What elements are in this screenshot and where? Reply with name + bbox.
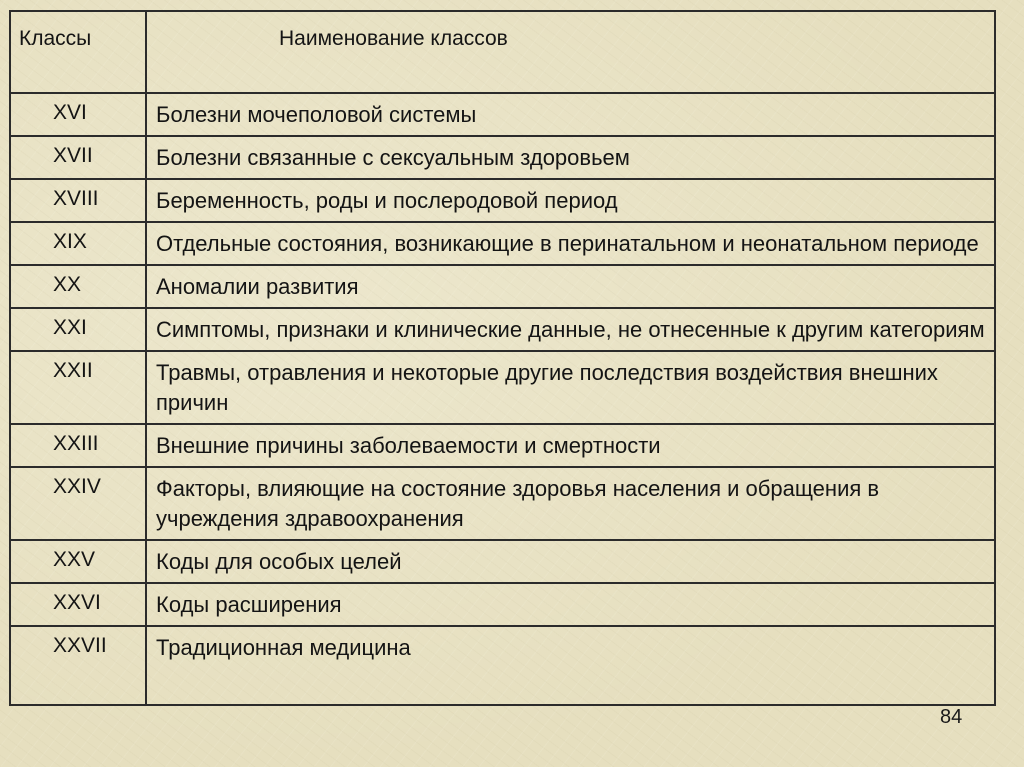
table-row bbox=[10, 583, 995, 626]
table-row bbox=[10, 136, 995, 179]
class-number: XX bbox=[10, 265, 146, 308]
class-number: XXVII bbox=[10, 626, 146, 705]
table-row bbox=[10, 424, 995, 467]
class-name: Болезни связанные с сексуальным здоровьем bbox=[146, 136, 995, 179]
page-number: 84 bbox=[940, 706, 963, 728]
table-row bbox=[10, 308, 995, 351]
class-name: Коды расширения bbox=[146, 583, 995, 626]
header-classes: Классы bbox=[10, 11, 146, 93]
classes-table bbox=[9, 10, 996, 706]
class-number: XXVI bbox=[10, 583, 146, 626]
class-name: Болезни мочеполовой системы bbox=[146, 93, 995, 136]
class-name: Аномалии развития bbox=[146, 265, 995, 308]
table-row bbox=[10, 467, 995, 540]
table-row bbox=[10, 351, 995, 424]
table-row bbox=[10, 626, 995, 705]
table-header-row bbox=[10, 11, 995, 93]
class-number: XVII bbox=[10, 136, 146, 179]
class-number: XXI bbox=[10, 308, 146, 351]
table-row bbox=[10, 222, 995, 265]
class-number: XXV bbox=[10, 540, 146, 583]
table-row bbox=[10, 540, 995, 583]
class-name: Беременность, роды и послеродовой период bbox=[146, 179, 995, 222]
class-name: Отдельные состояния, возникающие в перинатальном и неонатальном периоде bbox=[146, 222, 995, 265]
class-name: Факторы, влияющие на состояние здоровья населения и обращения в учреждения здравоохранения bbox=[146, 467, 995, 540]
header-class-names: Наименование классов bbox=[146, 11, 995, 93]
table-row bbox=[10, 179, 995, 222]
class-number: XXII bbox=[10, 351, 146, 424]
class-name: Травмы, отравления и некоторые другие последствия воздействия внешних причин bbox=[146, 351, 995, 424]
class-number: XIX bbox=[10, 222, 146, 265]
table-row bbox=[10, 93, 995, 136]
class-name: Коды для особых целей bbox=[146, 540, 995, 583]
table-row bbox=[10, 265, 995, 308]
class-name: Традиционная медицина bbox=[146, 626, 995, 705]
class-number: XVI bbox=[10, 93, 146, 136]
class-number: XVIII bbox=[10, 179, 146, 222]
class-name: Внешние причины заболеваемости и смертности bbox=[146, 424, 995, 467]
class-name: Симптомы, признаки и клинические данные, не отнесенные к другим категориям bbox=[146, 308, 995, 351]
class-number: XXIV bbox=[10, 467, 146, 540]
class-number: XXIII bbox=[10, 424, 146, 467]
